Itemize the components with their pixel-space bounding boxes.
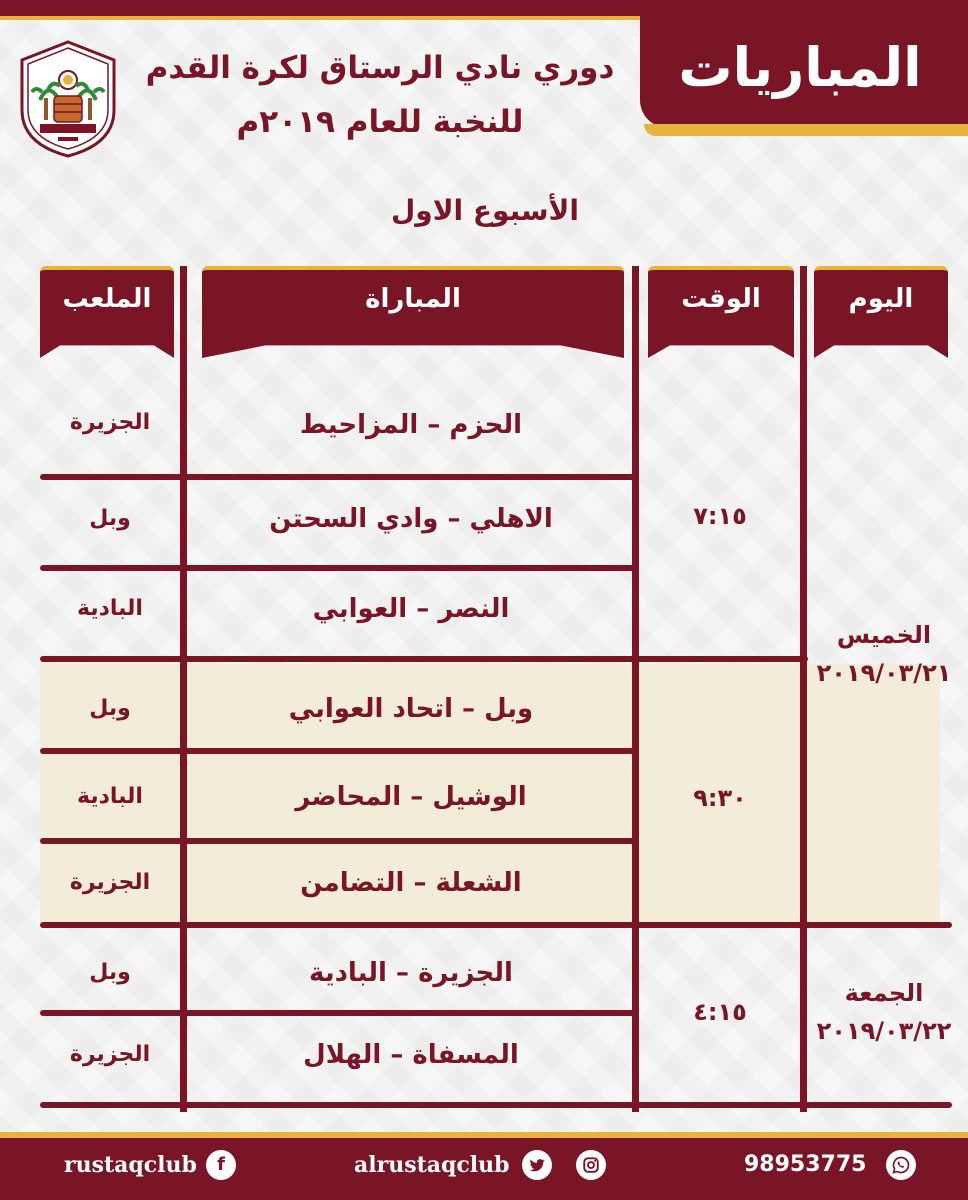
twitter-instagram-handle[interactable]: alrustaqclub	[354, 1152, 510, 1178]
time-cell: ٤:١٥	[693, 998, 747, 1026]
day-date: ٢٠١٩/٠٣/٢٢	[816, 1017, 952, 1045]
facebook-icon[interactable]: f	[206, 1150, 236, 1180]
club-logo-icon	[18, 40, 118, 158]
twitter-icon[interactable]	[522, 1150, 552, 1180]
league-subtitle: للنخبة للعام ٢٠١٩م	[236, 104, 524, 140]
venue-cell: وبل	[89, 506, 131, 531]
header-venue	[40, 266, 174, 340]
whatsapp-number[interactable]: 98953775	[744, 1152, 867, 1177]
match-cell: النصر – العوابي	[312, 594, 510, 624]
row-divider	[40, 1010, 636, 1016]
time-cell: ٧:١٥	[693, 502, 747, 530]
venue-cell: الجزيرة	[69, 870, 151, 895]
header-day-label: اليوم	[848, 284, 914, 314]
table-bottom-border	[40, 1102, 952, 1108]
match-cell: الشعلة – التضامن	[300, 868, 522, 898]
row-divider	[40, 656, 808, 662]
league-title: دوري نادي الرستاق لكرة القدم	[145, 50, 615, 86]
header-day	[814, 266, 948, 340]
week-title: الأسبوع الاول	[391, 194, 579, 227]
header-match-label: المباراة	[365, 284, 461, 314]
instagram-icon[interactable]	[576, 1150, 606, 1180]
venue-cell: البادية	[77, 784, 143, 809]
day-cell	[808, 974, 960, 1050]
match-cell: المسفاة – الهلال	[303, 1040, 519, 1070]
header-time-label: الوقت	[681, 284, 761, 314]
row-divider	[40, 748, 636, 754]
venue-cell: الجزيرة	[69, 1042, 151, 1067]
venue-cell: وبل	[89, 696, 131, 721]
venue-cell: وبل	[89, 960, 131, 985]
venue-cell: البادية	[77, 596, 143, 621]
column-divider	[800, 266, 807, 1112]
banner-title: المباريات	[678, 36, 922, 99]
time-cell: ٩:٣٠	[693, 784, 747, 812]
footer-gold-stripe	[0, 1132, 968, 1138]
venue-cell: الجزيرة	[69, 410, 151, 435]
column-divider	[180, 266, 187, 1112]
match-cell: الجزيرة – البادية	[309, 958, 513, 988]
match-cell: الحزم – المزاحيط	[299, 410, 523, 440]
day-cell	[808, 616, 960, 692]
day-date: ٢٠١٩/٠٣/٢١	[816, 659, 952, 687]
header-time	[648, 266, 794, 340]
match-cell: الوشيل – المحاضر	[295, 782, 527, 812]
title-banner-gold-edge	[644, 124, 968, 136]
day-name: الجمعة	[844, 979, 924, 1007]
whatsapp-icon[interactable]	[886, 1150, 916, 1180]
column-divider	[632, 266, 639, 1112]
row-divider	[40, 922, 952, 928]
row-divider	[40, 838, 636, 844]
header-venue-label: الملعب	[62, 284, 152, 314]
top-gold-stripe	[0, 16, 640, 20]
row-divider	[40, 474, 636, 480]
top-bar	[0, 0, 968, 16]
day-name: الخميس	[836, 621, 932, 649]
match-cell: وبل – اتحاد العوابي	[288, 694, 534, 724]
facebook-handle[interactable]: rustaqclub	[64, 1152, 197, 1178]
header-match	[202, 266, 624, 340]
match-cell: الاهلي – وادي السحتن	[269, 504, 553, 534]
row-divider	[40, 565, 636, 571]
